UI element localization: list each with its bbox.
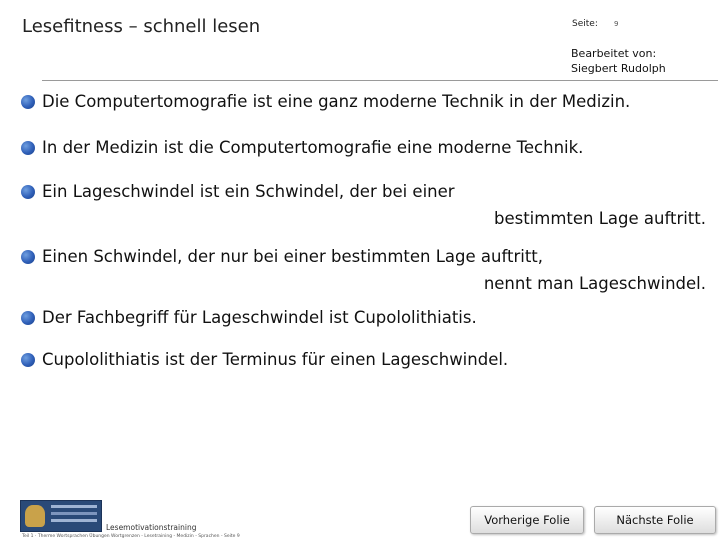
bullet-dot-icon	[21, 185, 35, 199]
editor-name: Siegbert Rudolph	[571, 62, 666, 75]
bullet-text: In der Medizin ist die Computertomografie eine moderne Technik.	[42, 138, 584, 157]
institute-logo	[20, 500, 102, 532]
editor-label: Bearbeitet von:	[571, 47, 657, 60]
logo-figure-icon	[25, 505, 45, 527]
bullet-dot-icon	[21, 353, 35, 367]
bullet-text: Ein Lageschwindel ist ein Schwindel, der bei einer	[42, 182, 455, 201]
footer-small-text: Teil 1 · Therme Wortsprachen Übungen Wortgrenzen - Lesetraining - Medizin - Sprachen - Seite 9	[22, 534, 240, 539]
bullet-text: Die Computertomografie ist eine ganz moderne Technik in der Medizin.	[42, 92, 631, 111]
bullet-text: Der Fachbegriff für Lageschwindel ist Cupololithiatis.	[42, 308, 477, 327]
bullet-text-continuation: bestimmten Lage auftritt.	[493, 209, 706, 228]
next-slide-button[interactable]: Nächste Folie	[594, 506, 716, 534]
previous-slide-button[interactable]: Vorherige Folie	[470, 506, 584, 534]
page-title: Lesefitness – schnell lesen	[22, 16, 261, 37]
page-number: 9	[614, 20, 619, 28]
bullet-text: Cupololithiatis ist der Terminus für einen Lageschwindel.	[42, 350, 509, 369]
bullet-dot-icon	[21, 250, 35, 264]
bullet-dot-icon	[21, 95, 35, 109]
header-divider	[42, 80, 718, 81]
footer-training-label: Lesemotivationstraining	[106, 523, 197, 532]
bullet-dot-icon	[21, 311, 35, 325]
bullet-text: Einen Schwindel, der nur bei einer bestimmten Lage auftritt,	[42, 247, 544, 266]
logo-text-lines	[51, 505, 97, 508]
page-label: Seite:	[572, 19, 598, 29]
bullet-dot-icon	[21, 141, 35, 155]
editor-info	[571, 46, 666, 76]
bullet-text-continuation: nennt man Lageschwindel.	[483, 274, 706, 293]
